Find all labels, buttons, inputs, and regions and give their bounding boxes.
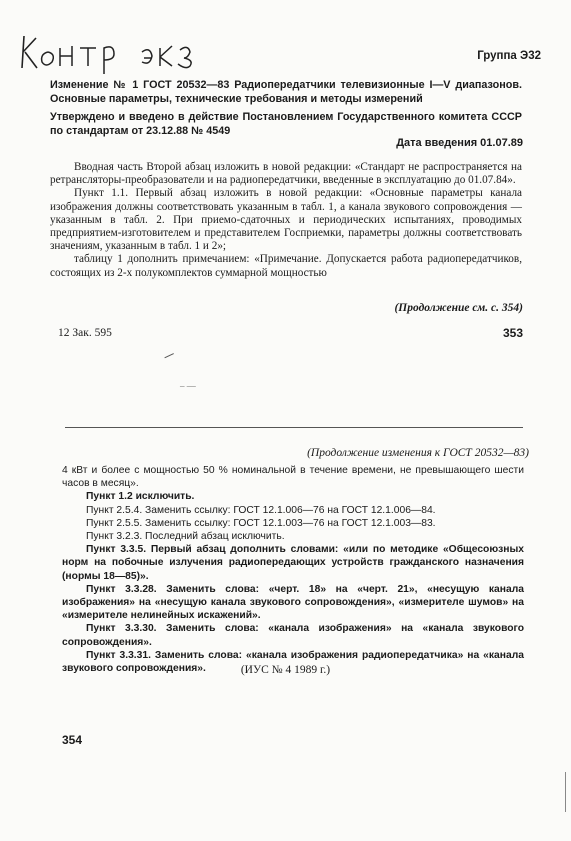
amendment-title-text: Изменение № 1 ГОСТ 20532—83 Радиопередатчики телевизионные I—V диапазонов. Основные параметры, технические требования и методы измерений [50, 79, 522, 105]
scan-edge-mark [565, 772, 567, 812]
continuation-header: (Продолжение изменения к ГОСТ 20532—83) [307, 447, 529, 459]
approval-text: Утверждено и введено в действие Постановлением Государственного комитета СССР по стандартам от 23.12.88 № 4549 [50, 111, 522, 137]
paragraph: Пункт 3.3.31. Заменить слова: «канала изображения радиопередатчика» на «канала звукового сопровождения». [62, 649, 524, 675]
paragraph: Пункт 3.3.5. Первый абзац дополнить словами: «или по методике «Общесоюзных норм на побочные излучения радиопередающих устройств гражданского назначения (нормы 18—85)». [62, 544, 524, 582]
paragraph: Пункт 3.2.3. Последний абзац исключить. [86, 531, 285, 543]
paragraph: Вводная часть Второй абзац изложить в новой редакции: «Стандарт не распространяется на ретрансляторы-преобразователи и на радиопередатчики, введенные в эксплуатацию до 01.07.84». [50, 161, 522, 187]
paragraph: Пункт 2.5.5. Заменить ссылку: ГОСТ 12.1.003—76 на ГОСТ 12.1.003—83. [86, 517, 436, 529]
paragraph: Пункт 1.1. Первый абзац изложить в новой редакции: «Основные параметры канала изображения должны соответствовать указанным в табл. 1, а канала звукового сопровождения — указанным в табл. 2. При приемо-сдаточных и периодических испытаниях, проводимых предприятием-изготовителем и представителем Госприемки, параметры должны соответствовать значениям, указанным в табл. 1 и 2»; [50, 187, 522, 253]
page-353-body [50, 161, 522, 280]
amendment-title [50, 79, 522, 106]
handwritten-note [20, 28, 230, 76]
paragraph: Пункт 3.3.30. Заменить слова: «канала изображения» на «канала звукового сопровождения». [62, 623, 524, 648]
paragraph: Пункт 1.2 исключить. [86, 491, 195, 503]
page-separator-rule [65, 427, 523, 428]
scan-mark [164, 353, 175, 362]
page-number-354: 354 [62, 733, 83, 747]
paragraph: Пункт 2.5.4. Заменить ссылку: ГОСТ 12.1.006—76 на ГОСТ 12.1.006—84. [86, 504, 436, 516]
page-354-body [62, 464, 524, 675]
effective-date: Дата введения 01.07.89 [396, 137, 523, 149]
order-number: 12 Зак. 595 [58, 327, 112, 339]
source-reference: (ИУС № 4 1989 г.) [240, 664, 331, 676]
approval-statement [50, 111, 522, 138]
group-label: Группа Э32 [477, 50, 541, 62]
continuation-note: (Продолжение см. с. 354) [394, 302, 523, 314]
paragraph: Пункт 3.3.28. Заменить слова: «черт. 18» на «черт. 21», «несущую канала изображения» на «несущую канала звукового сопровождения», «измерителе шумов» на «измерителе нелинейных искажений». [62, 583, 524, 622]
page-number-353: 353 [502, 326, 523, 340]
paragraph: 4 кВт и более с мощностью 50 % номинальной в течение времени, не превышающего шести часов в месяц». [62, 465, 524, 490]
scan-mark-dashes: – — [180, 381, 196, 391]
paragraph: таблицу 1 дополнить примечанием: «Примечание. Допускается работа радиопередатчиков, состоящих из 2-х полукомплектов суммарной мощностью [50, 253, 522, 279]
